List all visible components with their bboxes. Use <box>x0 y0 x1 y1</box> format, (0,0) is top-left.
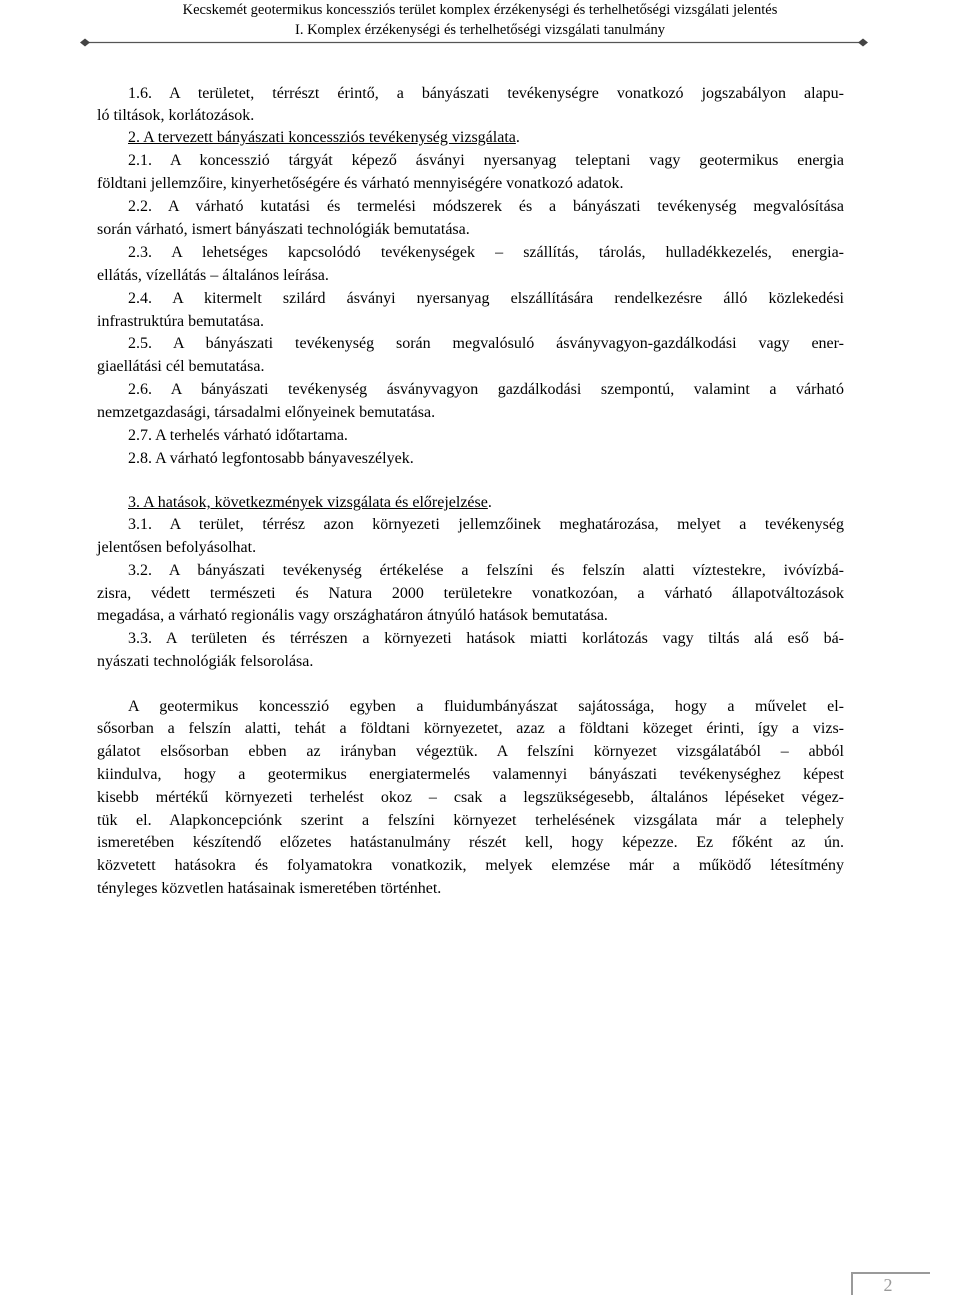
outline-item-3-1: 3.1. A terület, térrész azon környezeti jellemzőinek meghatározása, melyet a tevékenység <box>128 516 844 533</box>
section-3-title-text: 3. A hatások, következmények vizsgálata és előrejelzése <box>128 494 488 511</box>
outline-item-2-2: 2.2. A várható kutatási és termelési módszerek és a bányászati tevékenység megvalósítása <box>128 198 844 215</box>
body-paragraph-line: kiindulva, hogy a geotermikus energiatermelés valamennyi bányászati tevékenységhez képest <box>97 766 844 783</box>
body-paragraph-line: gálatot elsősorban ebben az irányban végeztük. A felszíni környezet vizsgálatából – abból <box>97 743 844 760</box>
outline-item-3-2-cont1: zisra, védett természeti és Natura 2000 területekre vonatkozóan, a várható állapotváltozások <box>97 585 844 602</box>
outline-item-3-2-cont2: megadása, a várható regionális vagy országhatáron átnyúló hatások bemutatása. <box>97 607 608 624</box>
section-2-title-text: 2. A tervezett bányászati koncessziós tevékenység vizsgálata <box>128 129 516 146</box>
outline-item-2-4: 2.4. A kitermelt szilárd ásványi nyersanyag elszállítására rendelkezésre álló közlekedési <box>128 290 844 307</box>
outline-item-2-6: 2.6. A bányászati tevékenység ásványvagyon gazdálkodási szempontú, valamint a várható <box>128 381 844 398</box>
outline-item-2-1-cont: földtani jellemzőire, kinyerhetőségére és várható mennyiségére vonatkozó adatok. <box>97 175 624 192</box>
body-paragraph-line: közvetett hatásokra és folyamatokra vonatkozik, melyek elemzése már a működő létesítmény <box>97 857 844 874</box>
header-study-title: I. Komplex érzékenységi és terhelhetőségi vizsgálati tanulmány <box>294 22 666 38</box>
outline-section-2-title <box>128 127 520 149</box>
body-paragraph-line: tük el. Alapkoncepciónk szerint a felszíni környezet terhelésének vizsgálata már a telephely <box>97 812 844 829</box>
outline-item-2-3-cont: ellátás, vízellátás – általános leírása. <box>97 267 329 284</box>
outline-item-3-2: 3.2. A bányászati tevékenység értékelése a felszíni és felszín alatti víztestekre, ivóvízbá- <box>128 562 844 579</box>
outline-item-3-3: 3.3. A területen és térrészen a környezeti hatások miatti korlátozás vagy tiltás alá eső bá- <box>128 630 844 647</box>
body-paragraph-line: ismeretében készítendő előzetes hatástanulmány részét kell, hogy képezze. Ez főként az ún. <box>97 834 844 851</box>
header-document-title: Kecskemét geotermikus koncessziós terület komplex érzékenységi és terhelhetőségi vizsgálati jelentés <box>182 2 778 18</box>
header-divider <box>80 38 868 47</box>
outline-section-3-title <box>128 492 492 514</box>
outline-item-2-4-cont: infrastruktúra bemutatása. <box>97 313 265 330</box>
page-number: 2 <box>883 1275 893 1295</box>
outline-item-2-8: 2.8. A várható legfontosabb bányaveszélyek. <box>128 450 414 467</box>
outline-item-2-1: 2.1. A koncesszió tárgyát képező ásványi nyersanyag teleptani vagy geotermikus energia <box>128 152 844 169</box>
outline-item-3-3-cont: nyászati technológiák felsorolása. <box>97 653 314 670</box>
body-paragraph-line: kisebb mértékű környezeti terhelést okoz – csak a legszükségesebb, általános lépéseket végez- <box>97 789 844 806</box>
outline-item-2-7: 2.7. A terhelés várható időtartama. <box>128 427 348 444</box>
body-paragraph-line: sősorban a felszín alatti, tehát a földtani környezetet, azaz a földtani közeget érinti, így a vizs- <box>97 720 844 737</box>
outline-item-2-6-cont: nemzetgazdasági, társadalmi előnyeinek bemutatása. <box>97 404 436 421</box>
outline-item-1-6-cont: ló tiltások, korlátozások. <box>97 107 255 124</box>
outline-item-1-6: 1.6. A területet, térrészt érintő, a bányászati tevékenységre vonatkozó jogszabályon alapu- <box>128 85 844 102</box>
outline-item-2-5-cont: giaellátási cél bemutatása. <box>97 358 265 375</box>
outline-item-2-2-cont: során várható, ismert bányászati technológiák bemutatása. <box>97 221 470 238</box>
body-paragraph-line: A geotermikus koncesszió egyben a fluidumbányászat sajátossága, hogy a művelet el- <box>128 698 844 715</box>
section-2-title-period: . <box>515 129 520 146</box>
outline-item-3-1-cont: jelentősen befolyásolhat. <box>97 539 257 556</box>
section-3-title-period: . <box>487 494 492 511</box>
outline-item-2-3: 2.3. A lehetséges kapcsolódó tevékenységek – szállítás, tárolás, hulladékkezelés, energia- <box>128 244 844 261</box>
outline-item-2-5: 2.5. A bányászati tevékenység során megvalósuló ásványvagyon-gazdálkodási vagy ener- <box>128 335 844 352</box>
body-paragraph-line: tényleges közvetlen hatásainak ismeretében történhet. <box>97 880 442 897</box>
